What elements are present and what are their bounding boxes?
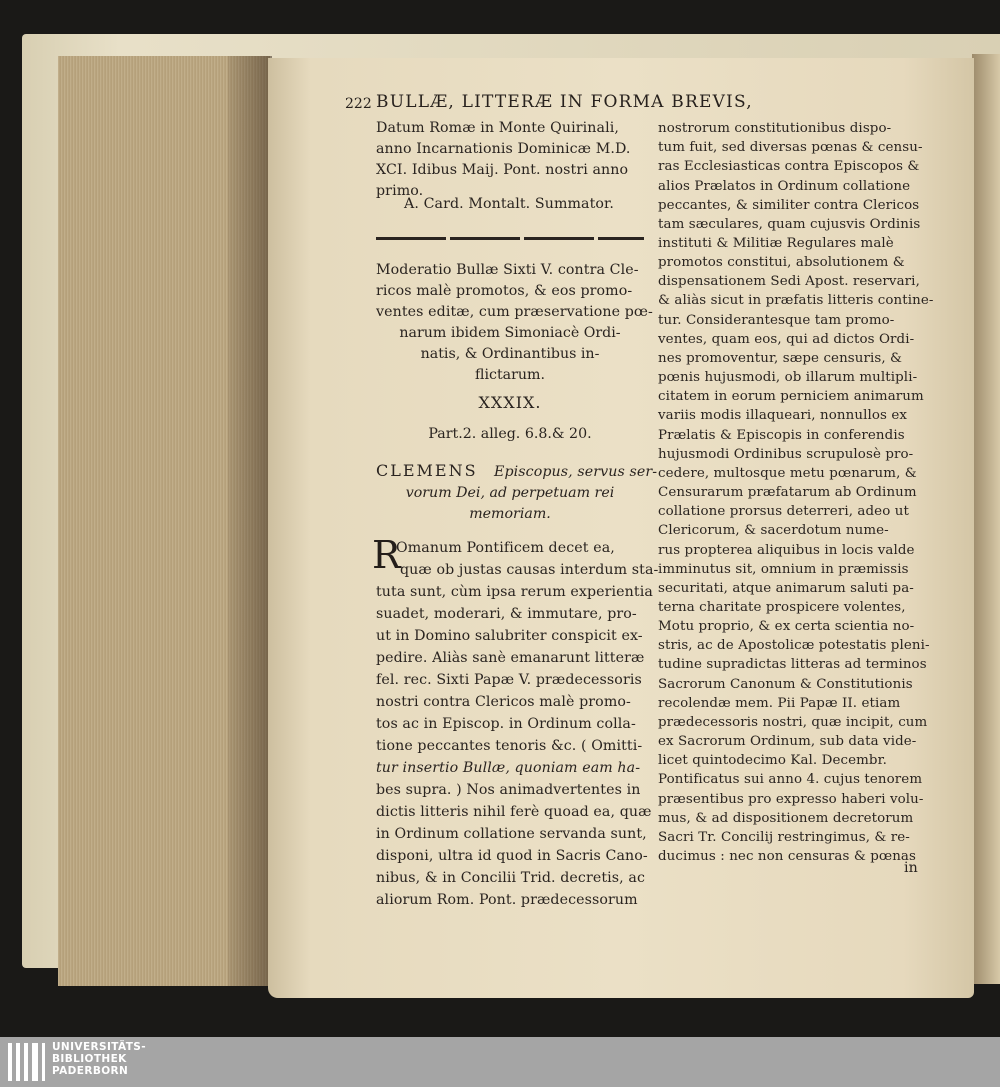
body-right-line: terna charitate prospicere volentes,	[658, 599, 906, 615]
body-left-line: bes supra. ) Nos animadvertentes in	[376, 782, 641, 798]
clemens-name: CLEMENS	[376, 461, 478, 480]
body-right-line: rus propterea aliquibus in locis valde	[658, 542, 915, 558]
body-right-line: prædecessoris nostri, quæ incipit, cum	[658, 714, 928, 730]
body-left-line: Omanum Pontificem decet ea,	[396, 540, 615, 556]
body-left-line: nostri contra Clericos malè promo-	[376, 694, 631, 710]
dating-line-3: XCI. Idibus Maij. Pont. nostri anno	[376, 162, 629, 178]
body-right-line: Censurarum præfatarum ab Ordinum	[658, 485, 917, 500]
facing-page-edge	[972, 54, 1000, 984]
body-right-line: tudine supradictas litteras ad terminos	[658, 657, 927, 673]
page-edge-shadow	[228, 56, 272, 986]
intro-line-2: vorum Dei, ad perpetuam rei	[405, 485, 615, 501]
signature: A. Card. Montalt. Summator.	[404, 196, 614, 212]
body-right-line: stris, ac de Apostolicæ potestatis pleni-	[658, 638, 930, 654]
body-right-line: recolendæ mem. Pii Papæ II. etiam	[658, 695, 901, 711]
body-right-line: alios Prælatos in Ordinum collatione	[658, 178, 911, 194]
body-right-line: & aliàs sicut in præfatis litteris contine-	[658, 293, 934, 309]
body-left-line: suadet, moderari, & immutare, pro-	[376, 606, 637, 622]
dating-line-4: primo.	[376, 183, 424, 199]
heading-line-3: ventes editæ, cum præservatione pœ-	[376, 304, 653, 320]
heading-line-5: natis, & Ordinantibus in-	[420, 346, 600, 362]
heading-line-1: Moderatio Bullæ Sixti V. contra Cle-	[376, 262, 639, 278]
body-right-line: nostrorum constitutionibus dispo-	[658, 121, 892, 136]
body-right-line: ventes, quam eos, qui ad dictos Ordi-	[658, 331, 915, 347]
body-right-line: ducimus : nec non censuras & pœnas	[658, 849, 916, 864]
section-rule	[376, 237, 644, 240]
body-right-line: securitati, atque animarum saluti pa-	[658, 580, 914, 596]
heading-line-6: flictarum.	[475, 367, 545, 383]
body-left-line: nibus, & in Concilii Trid. decretis, ac	[376, 870, 645, 886]
intro-line-1: Episcopus, servus ser-	[494, 464, 658, 480]
body-right-line: citatem in eorum perniciem animarum	[658, 389, 924, 405]
heading-line-4: narum ibidem Simoniacè Ordi-	[399, 325, 621, 341]
bull-number: XXXIX.	[478, 393, 542, 412]
body-right-line: Sacrorum Canonum & Constitutionis	[658, 676, 913, 692]
body-left-line: aliorum Rom. Pont. prædecessorum	[376, 892, 638, 908]
body-left-line: tur insertio Bullæ, quoniam eam ha-	[376, 760, 641, 776]
drop-cap: R	[372, 533, 401, 577]
body-left-line: dictis litteris nihil ferè quoad ea, quæ	[376, 804, 652, 820]
body-right-line: pœnis hujusmodi, ob illarum multipli-	[658, 370, 918, 386]
library-logo-line-2: BIBLIOTHEK	[52, 1053, 127, 1065]
body-right-line: ras Ecclesiasticas contra Episcopos &	[658, 159, 920, 175]
intro-line-3: memoriam.	[469, 506, 551, 522]
heading-line-2: ricos malè promotos, & eos promo-	[376, 283, 633, 299]
running-head: BULLÆ, LITTERÆ IN FORMA BREVIS,	[376, 92, 753, 112]
body-right-line: tam sæculares, quam cujusvis Ordinis	[658, 216, 921, 232]
body-right-line: peccantes, & similiter contra Clericos	[658, 197, 920, 213]
body-right-line: nes promoventur, sæpe censuris, &	[658, 350, 903, 366]
body-right-line: promotos constitui, absolutionem &	[658, 255, 905, 271]
library-logo-text	[52, 1041, 146, 1077]
body-left-line: in Ordinum collatione servanda sunt,	[376, 826, 647, 842]
body-right-line: Prælatis & Episcopis in conferendis	[658, 427, 905, 443]
reference: Part.2. alleg. 6.8.& 20.	[428, 426, 592, 442]
library-footer-bar	[0, 1037, 1000, 1087]
body-left-line: tuta sunt, cùm ipsa rerum experientia	[376, 584, 653, 600]
body-right-line: mus, & ad dispositionem decretorum	[658, 810, 914, 826]
body-right-line: tum fuit, sed diversas pœnas & censu-	[658, 140, 923, 156]
body-right-line: cedere, multosque metu pœnarum, &	[658, 465, 917, 481]
body-right-line: variis modis illaqueari, nonnullos ex	[658, 408, 908, 424]
body-left-line: pedire. Aliàs sanè emanarunt litteræ	[376, 650, 645, 666]
body-left-line: tione peccantes tenoris &c. ( Omitti-	[376, 738, 643, 754]
body-right-line: Pontificatus sui anno 4. cujus tenorem	[658, 772, 923, 788]
body-right-line: Motu proprio, & ex certa scientia no-	[658, 619, 915, 635]
body-left-line: ut in Domino salubriter conspicit ex-	[376, 628, 643, 644]
page-number: 222	[345, 96, 372, 112]
body-right-line: tur. Considerantesque tam promo-	[658, 312, 895, 328]
body-right-line: collatione prorsus deterreri, adeo ut	[658, 504, 909, 520]
body-right-line: Sacri Tr. Concilij restringimus, & re-	[658, 829, 910, 845]
body-right-line: hujusmodi Ordinibus scrupulosè pro-	[658, 446, 914, 462]
body-left-line: quæ ob justas causas interdum sta-	[400, 562, 659, 578]
dating-line-2: anno Incarnationis Dominicæ M.D.	[376, 141, 631, 157]
body-right-line: Clericorum, & sacerdotum nume-	[658, 523, 889, 539]
body-left-line: tos ac in Episcop. in Ordinum colla-	[376, 716, 636, 732]
body-left-line: fel. rec. Sixti Papæ V. prædecessoris	[376, 672, 642, 688]
body-left-line: disponi, ultra id quod in Sacris Cano-	[376, 848, 648, 864]
body-right-line: licet quintodecimo Kal. Decembr.	[658, 753, 887, 769]
dating-line-1: Datum Romæ in Monte Quirinali,	[376, 120, 619, 136]
body-right-line: ex Sacrorum Ordinum, sub data vide-	[658, 734, 917, 750]
library-logo-icon	[8, 1043, 48, 1081]
body-right-line: instituti & Militiæ Regulares malè	[658, 235, 894, 251]
catchword: in	[904, 860, 918, 876]
body-right-line: imminutus sit, omnium in præmissis	[658, 561, 909, 577]
library-logo-line-1: UNIVERSITÄTS-	[52, 1041, 147, 1053]
body-right-line: præsentibus pro expresso haberi volu-	[658, 791, 924, 807]
library-logo-line-3: PADERBORN	[52, 1065, 129, 1077]
body-right-line: dispensationem Sedi Apost. reservari,	[658, 274, 920, 290]
